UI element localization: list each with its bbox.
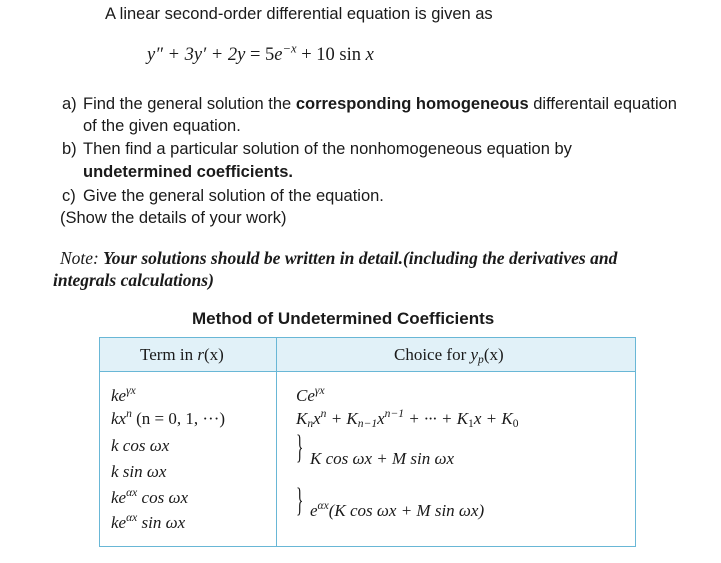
row2-choice: $K_nx^n + K_{n-1}x^{n-1}$ + ··· + $K_1x + K_0$: [296, 407, 519, 430]
row5-term: $ke^{\alpha x}$ cos ωx: [111, 486, 188, 507]
row6-term: $ke^{\alpha x}$ sin ωx: [111, 511, 186, 532]
row2-term: $kx^n$ (n = 0, 1, ···): [111, 407, 226, 428]
row56-choice: $e^{\alpha x}(K$ cos ωx + M sin ωx): [310, 499, 485, 520]
differential-equation: $y'' + 3y' + 2y = 5e^{-x} + 10$ sin x: [147, 41, 374, 65]
part-a-text: Find the general solution the corresponding homogeneous differentail equation: [83, 95, 677, 113]
part-b-label: b): [62, 140, 77, 158]
part-c-text: Give the general solution of the equation.: [83, 187, 384, 205]
equation-lhs: y″ + 3y′ + 2y: [147, 45, 246, 65]
part-c-label: c): [62, 187, 76, 205]
row1-term: $ke^{\gamma x}$: [111, 384, 136, 405]
part-a-text-line2: of the given equation.: [83, 117, 241, 135]
row34-choice: K cos ωx + M sin ωx: [310, 449, 455, 468]
intro-text: A linear second-order differential equation is given as: [105, 5, 493, 23]
row1-choice: $Ce^{\gamma x}$: [296, 384, 325, 405]
brace-icon: }: [296, 429, 304, 466]
table-title: Method of Undetermined Coefficients: [192, 309, 495, 328]
coefficients-table: [99, 337, 636, 547]
header-choice: Choice for $y_p(x)$: [394, 345, 504, 366]
row3-term: k cos ωx: [111, 436, 170, 455]
note-line1: Note: Your solutions should be written in detail.(including the derivatives and: [60, 248, 618, 268]
part-b-bold: undetermined coefficients.: [83, 163, 293, 181]
part-b-text: Then find a particular solution of the nonhomogeneous equation by: [83, 140, 572, 158]
note-line2: integrals calculations): [53, 270, 214, 290]
row4-term: k sin ωx: [111, 462, 167, 481]
show-details: (Show the details of your work): [60, 209, 287, 227]
header-term: Term in r(x): [140, 345, 224, 364]
part-a-label: a): [62, 95, 77, 113]
brace-icon: }: [296, 482, 304, 519]
column-divider: [276, 338, 277, 546]
